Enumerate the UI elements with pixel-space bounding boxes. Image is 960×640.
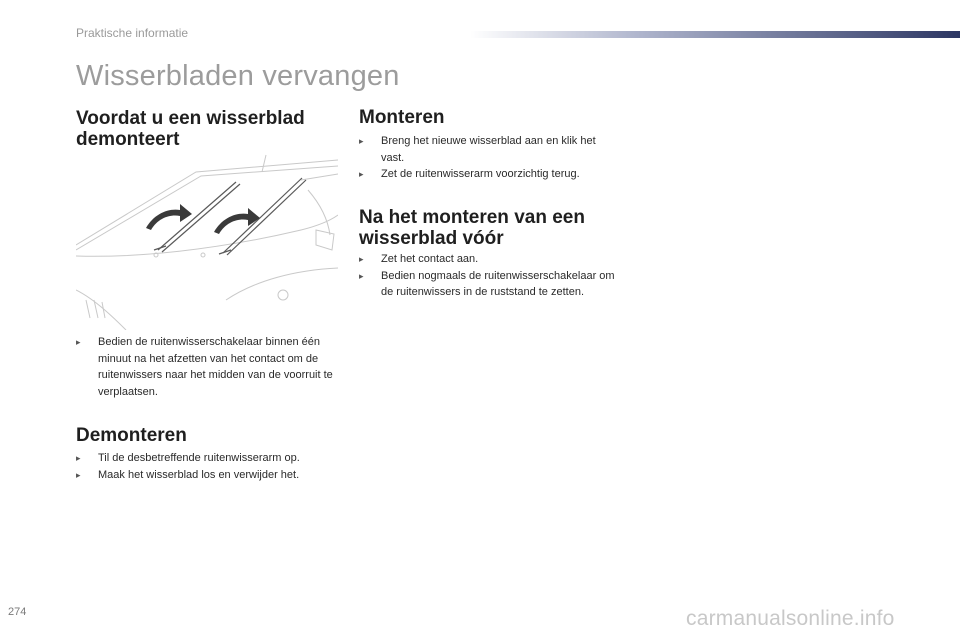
- step-text: Til de desbetreffende ruitenwisserarm op.: [98, 452, 300, 464]
- list-item: [76, 334, 346, 400]
- bullet-icon: ▸: [359, 254, 364, 264]
- bullet-icon: ▸: [76, 337, 81, 347]
- demonteren-steps: [76, 450, 346, 483]
- step-text: Bedien nogmaals de ruitenwisserschakelaar om de ruitenwissers in de ruststand te zetten.: [381, 269, 615, 298]
- page-number: 274: [8, 606, 27, 618]
- bullet-icon: ▸: [76, 469, 81, 480]
- heading-before-removal: Voordat u een wisserblad demonteert: [76, 108, 305, 150]
- bullet-icon: ▸: [359, 270, 364, 281]
- heading-na-monteren: Na het monteren van een wisserblad vóór: [359, 207, 585, 249]
- list-item: [359, 133, 619, 166]
- list-item: [76, 450, 346, 467]
- bullet-icon: ▸: [76, 453, 81, 463]
- before-removal-steps: [76, 334, 346, 400]
- heading-monteren: Monteren: [359, 107, 445, 128]
- windscreen-wiper-illustration: [76, 150, 338, 330]
- heading-demonteren: Demonteren: [76, 425, 187, 446]
- list-item: [359, 251, 619, 268]
- bullet-icon: ▸: [359, 169, 364, 179]
- step-text: Zet de ruitenwisserarm voorzichtig terug.: [381, 168, 580, 180]
- watermark: carmanualsonline.info: [686, 607, 895, 630]
- na-monteren-steps: [359, 251, 619, 301]
- bullet-icon: ▸: [359, 136, 364, 146]
- step-text: Zet het contact aan.: [381, 253, 479, 265]
- list-item: [359, 166, 619, 183]
- step-text: Bedien de ruitenwisserschakelaar binnen één minuut na het afzetten van het contact om de ruitenwissers naar het midden van de voorruit te verplaatsen.: [98, 336, 333, 398]
- page-title: Wisserbladen vervangen: [76, 60, 400, 92]
- header-gradient-bar: [470, 31, 960, 38]
- list-item: [359, 268, 619, 301]
- section-label: Praktische informatie: [76, 26, 189, 40]
- step-text: Maak het wisserblad los en verwijder het.: [98, 468, 300, 481]
- list-item: [76, 467, 346, 484]
- step-text: Breng het nieuwe wisserblad aan en klik het vast.: [381, 135, 596, 164]
- monteren-steps: [359, 133, 619, 183]
